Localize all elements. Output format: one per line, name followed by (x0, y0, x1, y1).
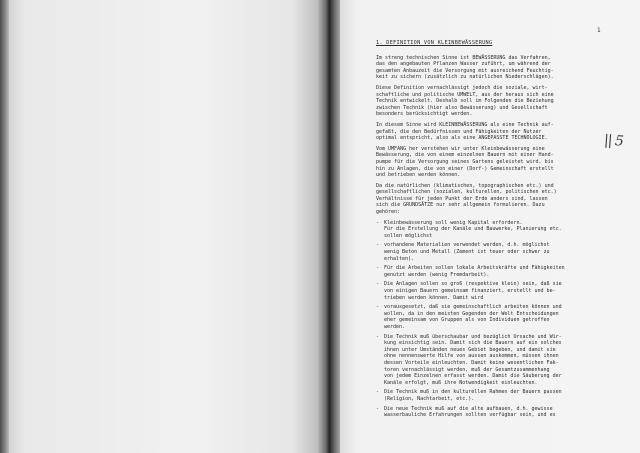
list-item (376, 265, 602, 278)
principles-list (376, 220, 602, 419)
list-item-text: vorausgesetzt, daß sie gemeinschaftlich arbeiten können und wollen, da in den meisten Gegenden der Welt Entscheidungen eher gemeinsam von Gruppen als von Individuen getroffen werden. (384, 304, 562, 330)
left-page (0, 0, 318, 453)
bullet-dash: - (376, 304, 380, 311)
bullet-dash: - (376, 281, 380, 288)
book-gutter (318, 0, 340, 453)
bullet-dash: - (376, 265, 380, 272)
section-heading: 1. DEFINITION VON KLEINBEWÄSSERUNG (376, 40, 493, 46)
list-item (376, 334, 602, 387)
handwritten-margin-note: || 5 (603, 132, 624, 150)
list-item (376, 220, 602, 240)
bullet-dash: - (376, 405, 380, 412)
list-item-text: Die Technik muß überschaubar und bezüglich Ursache und Wir- kung einsichtig sein. Damit sich die Bauern auf ein solches ihnen unter Umständen neues Gebiet begeben, und damit sie ohne nennenswerte Hilfe von aussen auskommen, müssen ihnen dessen Vorteile einleuchten. Damit keine wesentlichen Fak- toren vernachlässigt werden, muß der Gesamtzusammenhang von jedem Einzelnen erfasst werden. Damit die Säuberung der Kanäle erfolgt, muß ihre Notwendigkeit einleuchten. (384, 333, 562, 386)
list-item (376, 304, 602, 330)
left-page-edge (0, 0, 9, 453)
paragraph: Im streng technischen Sinne ist BEWÄSSERUNG das Verfahren, das den angebauten Pflanzen Wasser zuführt, um während der gesamten Anbauzeit die Versorgung mit ausreichend Feuchtig- keit zu sichern (zusätzlich zu natürlichen Niederschlägen). (376, 54, 554, 81)
paragraph: Da die natürlichen (klimatischen, topographischen etc.) und gesellschaftlichen (sozialen, kulturellen, politischen etc.) Verhältnisse für jeden Punkt der Erde anders sind, lassen sich die GRUNDSÄTZE nur sehr allgemein formulieren. Dazu gehören: (376, 182, 557, 216)
list-item (376, 389, 602, 402)
bullet-dash: - (376, 219, 380, 226)
list-item-text: Die Technik muß in den kulturellen Rahmen der Bauern passen (Religion, Nachtarbeit, etc.). (384, 389, 562, 402)
list-item (376, 406, 602, 419)
list-item (376, 281, 602, 301)
bullet-dash: - (376, 242, 380, 249)
bullet-dash: - (376, 333, 380, 340)
list-item-text: Die Anlagen sollen so groß (respektive klein) sein, daß sie von einigen Bauern gemeinsam finanziert, erstellt und be- trieben werden können. Damit wird (384, 281, 562, 301)
paragraph: Diese Definition vernachlässigt jedoch die soziale, wirt- schaftliche und politische UMWELT, aus der heraus sich eine Technik entwickelt. Deshalb soll im Folgenden die Beziehung zwischen Technik (hier also Bewässerung) und Gesellschaft besonders berücksichtigt werden. (376, 84, 554, 118)
list-item-text: vorhandene Materialien verwendet werden, d.h. möglichst wenig Beton und Metall (Zement ist teuer oder schwer zu erhalten). (384, 242, 550, 262)
list-item-text: Für die Arbeiten sollen lokale Arbeitskräfte und Fähigkeiten genutzt werden (wenig Fremdarbeit). (384, 265, 565, 278)
page-number: 1 (597, 27, 601, 34)
list-item-text: Kleinbewässerung soll wenig Kapital erfordern. Für die Erstellung der Kanäle und Bauwerke, Planierung etc. sollen möglichst (384, 219, 562, 239)
paragraph: Vom UMFANG her verstehen wir unter Kleinbewässerung eine Bewässerung, die von einem einzelnen Bauern mit einer Hand- pumpe für die Versorgung seines Gartens geleistet wird, bis hin zu Anlagen, die von einer (Dorf-) Gemeinschaft erstellt und betrieben werden können. (376, 145, 554, 179)
list-item (376, 242, 602, 262)
list-item-text: Die neue Technik muß auf die alte aufbauen, d.h. gewisse wasserbauliche Erfahrungen sollten verfügbar sein, und es (384, 405, 556, 419)
paragraph: In diesem Sinne wird KLEINBEWÄSSERUNG als eine Technik auf- gefaßt, die den Bedürfnissen und Fähigkeiten der Nutzer optimal entspricht, also als eine ANGEPASSTE TECHNOLOGIE. (376, 121, 554, 142)
bullet-dash: - (376, 389, 380, 396)
document-body (376, 40, 602, 422)
